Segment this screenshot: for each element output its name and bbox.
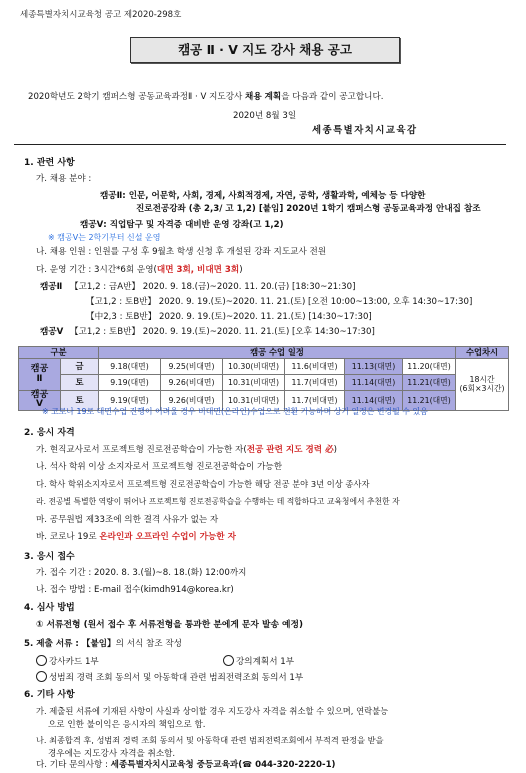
section1-heading: 1. 관련 사항 (24, 158, 75, 168)
intro-suffix: 을 다음과 같이 공고합니다. (281, 92, 384, 102)
intro-text (28, 92, 383, 103)
schedule-cell: 11.20(대면) (403, 359, 456, 375)
s5-heading-prefix: 5. 제출 서류 : (24, 639, 82, 649)
intro-bold: 채용 계획 (245, 92, 282, 102)
s6-da-bold: 세종특별자치시교육청 중등교육과( (110, 760, 243, 770)
schedule-cell: 11.6(비대면) (285, 359, 345, 375)
total-hours-line2: (6회×3시간) (459, 384, 505, 394)
sched-c2-group2: 【고1,2 : 토B반】 (86, 297, 157, 307)
da-prefix: 다. 운영 기간 : 3시간*6회 운영( (36, 265, 157, 275)
section3-heading: 3. 응시 접수 (24, 552, 75, 562)
camp5-label: 캠공Ⅴ (80, 220, 104, 230)
section3-na: 나. 접수 방법 : E-mail 접수(kimdh914@korea.kr) (36, 585, 234, 595)
schedule-cell: 11.13(대면) (345, 359, 403, 375)
schedule-cell: 9.25(비대면) (161, 359, 223, 375)
da-suffix: ) (239, 265, 243, 275)
section6-ga-line1: 가. 제출된 서류에 기재된 사항이 사실과 상이할 경우 지도강사 자격을 취소할 수 있으며, 연락불능 (36, 706, 389, 716)
section5-item2 (223, 655, 294, 668)
camp2-line1: : 인문, 어문학, 사회, 경제, 사회적경제, 자연, 공학, 생활과학, 예체능 등 다양한 (122, 191, 426, 201)
group-camp2 (19, 359, 61, 391)
notice-date: 2020년 8월 3일 (233, 111, 297, 121)
table-row (19, 359, 509, 375)
schedule-cell: 10.31(비대면) (223, 375, 285, 391)
camp2-line2: 진로전공강좌 (총 2,3/ 고 1,2) [붙임] 2020년 1학기 캠퍼스형 공동교육과정 안내집 참조 (136, 204, 481, 214)
sched-c2-group1: 【고1,2 : 금A반】 (70, 282, 140, 292)
group-camp2-line2: Ⅱ (36, 373, 43, 384)
section2-da: 다. 학사 학위소지자로서 프로젝트형 진로전공학습이 가능한 해당 전공 분야 3년 이상 종사자 (36, 479, 370, 489)
camp5-field (80, 220, 284, 231)
table-row (19, 375, 509, 391)
s2-ba-red: 온라인과 오프라인 수업이 가능한 자 (99, 532, 236, 542)
section2-heading: 2. 응시 자격 (24, 428, 75, 438)
section6-ga-line2: 으로 인한 불이익은 응시자의 책임으로 함. (48, 720, 206, 730)
section2-na: 나. 석사 학위 이상 소지자로서 프로젝트형 진로전공학습이 가능한 (36, 462, 282, 472)
s5-item1-text: 강사카드 1부 (49, 657, 99, 667)
section2-ga (36, 445, 337, 456)
section4-item: ① 서류전형 (원서 접수 후 서류전형을 통과한 분에게 문자 발송 예정) (36, 620, 304, 630)
section6-da (36, 760, 336, 771)
table-header-category: 구분 (19, 347, 99, 359)
divider (14, 144, 506, 145)
group-camp5-line1: 캠공 (30, 390, 49, 400)
schedule-table (18, 346, 509, 411)
circle-icon (36, 671, 47, 682)
s2-ga-red: 전공 관련 지도 경력 必 (246, 445, 334, 455)
schedule-cell: 11.14(대면) (345, 375, 403, 391)
sched-c2-line2 (86, 297, 472, 308)
group-camp5-line2: Ⅴ (36, 399, 43, 410)
circle-icon (223, 655, 234, 666)
circle-icon (36, 655, 47, 666)
schedule-cell: 11.7(비대면) (285, 391, 345, 411)
s5-item2-text: 강의계획서 1부 (236, 657, 295, 667)
section6-na-line1: 나. 최종합격 후, 성범죄 경력 조회 동의서 및 아동학대 관련 범죄전력조회에서 부적격 판정을 받을 (36, 735, 384, 745)
table-header-schedule: 캠공 수업 일정 (99, 347, 456, 359)
section2-ma: 마. 공무원법 제33조에 의한 결격 사유가 없는 자 (36, 515, 219, 525)
sched-c2-line1 (70, 282, 355, 293)
s6-da-phone: 044-320-2220-1) (252, 760, 336, 770)
section5-item1 (36, 655, 99, 668)
camp5-note: ※ 캠공Ⅴ는 2학기부터 신설 운영 (48, 233, 161, 242)
total-hours (456, 359, 509, 411)
row-day: 토 (61, 391, 99, 411)
camp2-label: 캠공Ⅱ (100, 191, 123, 201)
sched-c5-group: 【고1,2 : 토B반】 (70, 327, 141, 337)
section1-na: 나. 채용 인원 : 인원를 구성 후 9월초 학생 신청 후 개설된 강좌 지도교사 전원 (36, 247, 327, 257)
section1-ga: 가. 채용 분야 : (36, 174, 92, 184)
schedule-cell: 9.19(대면) (99, 391, 161, 411)
page-title: 캠공 Ⅱ · Ⅴ 지도 강사 채용 공고 (130, 37, 400, 63)
s5-heading-suffix: 의 서식 참조 작성 (115, 639, 182, 649)
sched-c2-text2: 2020. 9. 19.(토)~2020. 11. 21.(토) [오전 10:00~13:00, 오후 14:30~17:30] (158, 297, 473, 307)
intro-prefix: 2020학년도 2학기 캠퍼스형 공동교육과정Ⅱ · Ⅴ 지도강사 (28, 92, 246, 102)
sched-c2-text1: 2020. 9. 18.(금)~2020. 11. 20.(금) [18:30~21:30] (142, 282, 356, 292)
schedule-cell: 9.19(대면) (99, 375, 161, 391)
s6-da-prefix: 다. 기타 문의사항 : (36, 760, 111, 770)
sched-c5-text: 2020. 9. 19.(토)~2020. 11. 21.(토) [오후 14:30~17:30] (142, 327, 375, 337)
sched-c2-label: 캠공Ⅱ (40, 282, 63, 292)
row-day: 금 (61, 359, 99, 375)
table-note: ※ 코로나 19로 대면수업 진행이 어려울 경우 비대면(온라인)수업으로 전환 가능하며 상기 일정은 변경될 수 있음 (42, 407, 428, 416)
s2-ba-prefix: 바. 코로나 19로 (36, 532, 100, 542)
schedule-cell: 9.26(비대면) (161, 391, 223, 411)
schedule-cell: 11.21(대면) (403, 375, 456, 391)
sched-c2-group3: 【中2,3 : 토B반】 (86, 312, 157, 322)
section2-ra: 라. 전공별 특별한 역량이 뛰어나 프로젝트형 진로전공학습을 수행하는 데 적합하다고 교육청에서 추천한 자 (36, 497, 400, 506)
notice-number: 세종특별자치시교육청 공고 제2020-298호 (20, 10, 182, 20)
sched-c5-line (70, 327, 375, 338)
section5-heading (24, 639, 182, 650)
row-day: 토 (61, 375, 99, 391)
s5-heading-bold: 【붙임】 (81, 639, 116, 649)
schedule-cell: 11.21(대면) (403, 391, 456, 411)
schedule-cell: 11.14(대면) (345, 391, 403, 411)
schedule-cell: 10.31(비대면) (223, 391, 285, 411)
section2-ba (36, 532, 236, 543)
camp2-field (100, 191, 425, 202)
table-header-hours: 수업차시 (456, 347, 509, 359)
camp5-text: : 직업탐구 및 자격증 대비반 운영 강좌(고 1,2) (103, 220, 284, 230)
s2-ga-prefix: 가. 현직교사로서 프로젝트형 진로전공학습이 가능한 자( (36, 445, 247, 455)
section3-ga: 가. 접수 기간 : 2020. 8. 3.(월)~8. 18.(화) 12:00까지 (36, 568, 247, 578)
total-hours-line1: 18시간 (469, 375, 495, 385)
section6-na-line2: 경우에는 지도강사 자격을 취소함. (48, 749, 176, 759)
schedule-cell: 9.18(대면) (99, 359, 161, 375)
schedule-cell: 9.26(비대면) (161, 375, 223, 391)
section6-heading: 6. 기타 사항 (24, 690, 75, 700)
schedule-cell: 10.30(비대면) (223, 359, 285, 375)
s2-ga-suffix: ) (333, 445, 338, 455)
sched-c2-line3 (86, 312, 372, 323)
section5-item3 (36, 671, 303, 684)
sched-c2-text3: 2020. 9. 19.(토)~2020. 11. 21.(토) [14:30~17:30] (159, 312, 372, 322)
s5-item3-text: 성범죄 경력 조회 동의서 및 아동학대 관련 범죄전력조회 동의서 1부 (49, 673, 304, 683)
section1-da (36, 265, 243, 276)
table-header-row (19, 347, 509, 359)
phone-icon: ☎ (242, 760, 253, 769)
schedule-cell: 11.7(비대면) (285, 375, 345, 391)
sched-c5-label: 캠공Ⅴ (40, 327, 64, 337)
organization: 세종특별자치시교육감 (312, 125, 418, 136)
da-red: 대면 3회, 비대면 3회 (156, 265, 240, 275)
group-camp2-line1: 캠공 (30, 364, 49, 375)
section4-heading: 4. 심사 방법 (24, 603, 75, 613)
